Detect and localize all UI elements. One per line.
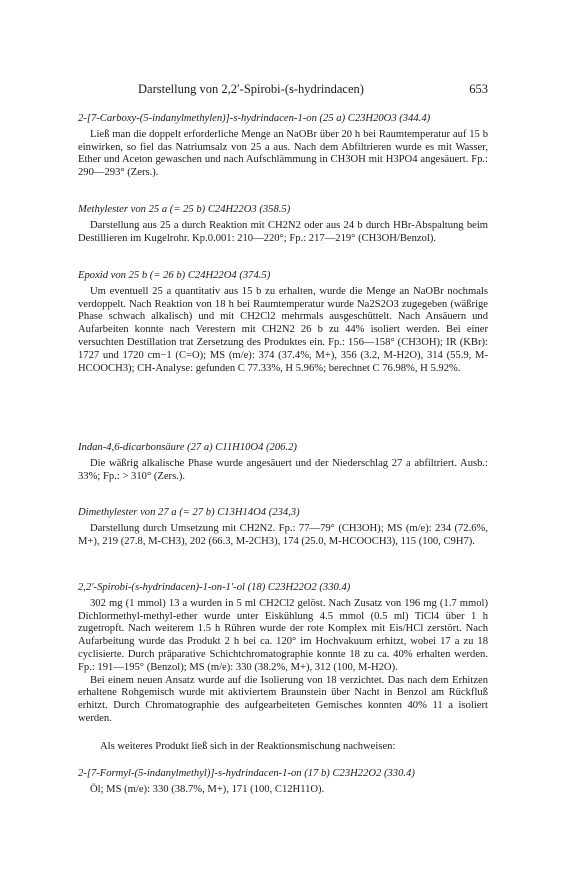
page-number: 653 <box>469 82 488 96</box>
paragraph: 302 mg (1 mmol) 13 a wurden in 5 ml CH2Cl2 gelöst. Nach Zusatz von 196 mg (1.7 mmol) Dichlormethyl-methyl-ether wurde unter Eiskühlung 4.5 mmol (0.5 ml) TiCl4 über 1 h zugetropft. Nach weiterem 1.5 h Rühren wurde der rote Komplex mit Eis/HCl zerstört. Nach Aufarbeitung wurde das Produkt 2 h bei ca. 120° im Hochvakuum erhitzt, wobei 17 a zu 18 cyclisierte. Durch präparative Schichtchromatographie konnte 18 zu ca. 40% erhalten werden. Fp.: 191—195° (Benzol); MS (m/e): 330 (38.2%, M+), 312 (100, M-H2O). <box>78 597 488 673</box>
section-heading: Methylester von 25 a (= 25 b) C24H22O3 (358.5) <box>78 204 291 215</box>
paragraph: Bei einem neuen Ansatz wurde auf die Isolierung von 18 verzichtet. Das nach dem Erhitzen erhaltene Rohgemisch wurde mit aktiviertem Braunstein über Nacht in Benzol am Rückfluß erhitzt. Durch Chromatographie des aufgearbeiteten Gemisches konnten 40% 11 a isoliert werden. <box>78 674 488 724</box>
paragraph: Öl; MS (m/e): 330 (38.7%, M+), 171 (100, C12H11O). <box>90 783 325 795</box>
section-25a <box>78 113 488 180</box>
section-26b <box>78 270 488 375</box>
note-line: Als weiteres Produkt ließ sich in der Reaktionsmischung nachweisen: <box>100 741 396 752</box>
paragraph: Darstellung durch Umsetzung mit CH2N2. Fp.: 77—79° (CH3OH); MS (m/e): 234 (72.6%, M+), 219 (27.8, M-CH3), 202 (66.3, M-2CH3), 174 (25.0, M-HCOOCH3), 115 (100, C9H7). <box>78 522 488 547</box>
section-heading: Epoxid von 25 b (= 26 b) C24H22O4 (374.5) <box>78 270 271 281</box>
paragraph: Um eventuell 25 a quantitativ aus 15 b zu erhalten, wurde die Menge an NaOBr nochmals verdoppelt. Nach Reaktion von 18 h bei Raumtemperatur wurde Na2S2O3 zugegeben (wäßrige Phase schwach alkalisch) und mit CH2Cl2 mehrmals ausgeschüttelt. Nach Ansäuern und Aufarbeiten konnte nach Verestern mit CH2N2 26 b zu 44% isoliert werden. Bei einer versuchten Destillation trat Zersetzung des Produktes ein. Fp.: 156—158° (CH3OH); IR (KBr): 1727 und 1720 cm−1 (C=O); MS (m/e): 374 (37.4%, M+), 356 (3.2, M-H2O), 314 (55.9, M-HCOOCH3); CH-Analyse: gefunden C 77.33%, H 5.96%; berechnet C 76.98%, H 5.92%. <box>78 285 488 374</box>
section-heading: 2-[7-Formyl-(5-indanylmethyl)]-s-hydrindacen-1-on (17 b) C23H22O2 (330.4) <box>78 768 415 779</box>
paragraph: Darstellung aus 25 a durch Reaktion mit CH2N2 oder aus 24 b durch HBr-Abspaltung beim Destillieren im Kugelrohr. Kp.0.001: 210—220°; Fp.: 217—219° (CH3OH/Benzol). <box>78 219 488 244</box>
section-heading: Indan-4,6-dicarbonsäure (27 a) C11H10O4 (206.2) <box>78 442 297 453</box>
section-heading: Dimethylester von 27 a (= 27 b) C13H14O4 (234,3) <box>78 507 300 518</box>
section-27a <box>78 442 488 483</box>
paragraph: Ließ man die doppelt erforderliche Menge an NaOBr über 20 h bei Raumtemperatur auf 15 b einwirken, so fiel das Natriumsalz von 25 a aus. Nach dem Abfiltrieren wurde es mit Wasser, Ether und Aceton gewaschen und nach Aufschlämmung in CH3OH mit H3PO4 angesäuert. Fp.: 290—293° (Zers.). <box>78 128 488 179</box>
section-heading: 2-[7-Carboxy-(5-indanylmethylen)]-s-hydrindacen-1-on (25 a) C23H20O3 (344.4) <box>78 113 431 124</box>
section-17b <box>78 768 488 797</box>
running-title: Darstellung von 2,2′-Spirobi-(s-hydrindacen) <box>138 82 364 96</box>
running-header <box>78 82 488 98</box>
section-heading: 2,2′-Spirobi-(s-hydrindacen)-1-on-1′-ol (18) C23H22O2 (330.4) <box>78 582 351 593</box>
paragraph: Die wäßrig alkalische Phase wurde angesäuert und der Niederschlag 27 a abfiltriert. Ausb.: 33%; Fp.: > 310° (Zers.). <box>78 457 488 482</box>
section-27b <box>78 507 488 548</box>
section-18 <box>78 582 488 726</box>
section-25b <box>78 204 488 245</box>
